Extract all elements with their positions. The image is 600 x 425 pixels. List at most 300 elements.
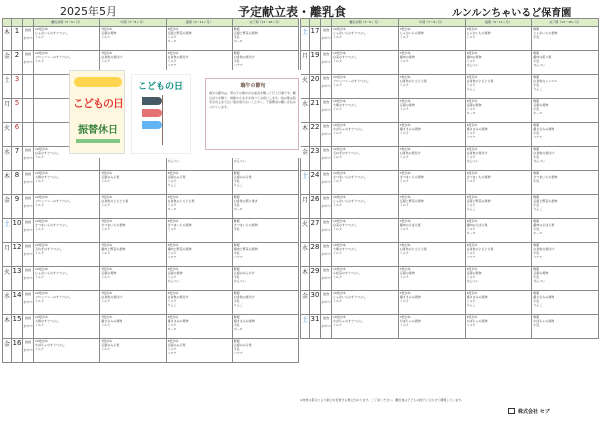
lunch-block <box>400 75 464 83</box>
menu-item: ミルク <box>35 203 44 207</box>
menu-item: 7倍がゆ <box>399 315 411 319</box>
menu-item: りんご <box>167 303 177 307</box>
snack-block <box>333 155 397 163</box>
menu-item: 白身魚のムニエル <box>533 79 558 83</box>
menu-item: ミルク <box>399 275 409 279</box>
menu-cell <box>34 195 100 219</box>
menu-item: 5倍がゆ <box>167 267 179 271</box>
menu-cell <box>465 267 532 291</box>
menu-item: ミルク <box>466 323 476 327</box>
menu-cell <box>465 27 532 51</box>
menu-cell <box>465 75 532 99</box>
weekday-cell: 土 <box>3 75 12 99</box>
menu-item: ボーロ <box>233 39 243 43</box>
weekday-cell: 月 <box>3 243 12 267</box>
menu-item: 鶏肉の煮物 <box>399 55 415 59</box>
date-cell: 2 <box>12 51 23 75</box>
menu-item: りんご <box>466 303 476 307</box>
menu-item: 5倍がゆ <box>167 243 179 247</box>
menu-item: 豆腐の煮物 <box>533 271 549 275</box>
snack-block <box>101 35 164 43</box>
snack-block <box>333 323 397 331</box>
snack-block <box>35 35 98 43</box>
meal-label: おやつ <box>23 180 33 184</box>
weekday-cell: 月 <box>3 99 12 123</box>
menu-item: さつまいものすりつぶし <box>35 223 69 227</box>
menu-cell <box>34 171 100 195</box>
lunch-block <box>533 75 597 83</box>
meal-label-cell <box>23 51 34 75</box>
snack-block <box>101 323 164 331</box>
menu-cell <box>100 171 166 195</box>
menu-item: じゃがいもの煮物 <box>399 31 424 35</box>
lunch-block <box>35 51 98 59</box>
menu-item: バナナ <box>233 63 243 67</box>
menu-item: 牛乳 <box>233 251 240 255</box>
menu-item: ミルク <box>35 323 44 327</box>
menu-item: 7倍がゆ <box>399 147 411 151</box>
menu-item: 鶏肉と野菜の煮物 <box>101 247 126 251</box>
snack-block <box>533 107 597 115</box>
menu-item: ミルク <box>101 179 111 183</box>
menu-item: ブロッコリーのすりつぶし <box>35 55 71 59</box>
menu-item: 10倍がゆ <box>35 339 48 343</box>
menu-item: ミルク <box>35 59 44 63</box>
snack-block <box>533 323 597 331</box>
column-header: 中期（7〜8ヶ月） <box>100 19 166 27</box>
meal-label: おやつ <box>23 300 33 304</box>
menu-cell <box>398 267 465 291</box>
menu-item: 10倍がゆ <box>333 171 346 175</box>
menu-item: ミルク <box>167 227 177 231</box>
menu-item: 軟飯 <box>533 219 540 223</box>
menu-row <box>301 51 599 75</box>
menu-item: ミルク <box>399 107 409 111</box>
menu-item: 牛乳 <box>533 323 540 327</box>
menu-item: バナナ <box>167 63 177 67</box>
menu-item: 7倍がゆ <box>399 99 411 103</box>
lunch-block <box>234 315 297 323</box>
menu-item: ミルク <box>333 299 342 303</box>
menu-item: 7倍がゆ <box>101 27 113 31</box>
lunch-block <box>533 27 597 35</box>
menu-cell <box>332 219 399 243</box>
menu-item: 牛乳 <box>533 299 540 303</box>
menu-item: じゃがいものすりつぶし <box>35 271 69 275</box>
menu-cell <box>465 243 532 267</box>
menu-item: 大根のすりつぶし <box>35 175 60 179</box>
menu-item: 軟飯 <box>233 267 240 271</box>
meal-label-cell <box>321 267 332 291</box>
meal-label: おやつ <box>321 300 331 304</box>
menu-item: バナナ <box>233 351 243 355</box>
menu-item: 5倍がゆ <box>167 219 179 223</box>
snack-block <box>333 299 397 307</box>
menu-cell <box>465 171 532 195</box>
menu-item: 10倍がゆ <box>35 27 48 31</box>
menu-item: 豆腐と野菜の煮物 <box>233 31 258 35</box>
menu-item: 白身魚の煮付け <box>101 55 123 59</box>
menu-item: りんご <box>533 207 543 211</box>
date-cell: 14 <box>12 291 23 315</box>
meal-label: 昼食 <box>24 244 31 248</box>
lunch-block <box>467 291 531 299</box>
lunch-block <box>467 219 531 227</box>
lunch-block <box>35 267 98 275</box>
menu-item: ミルク <box>167 299 177 303</box>
column-header: 離乳初期（5〜6ヶ月） <box>332 19 399 27</box>
menu-item: ミルク <box>35 347 44 351</box>
menu-item: ミルク <box>399 155 409 159</box>
menu-item: 豆腐のみそ煮 <box>167 175 186 179</box>
snack-block <box>168 227 231 235</box>
snack-block <box>35 179 98 187</box>
menu-cell <box>100 291 166 315</box>
menu-cell <box>34 291 100 315</box>
menu-item: 7倍がゆ <box>399 219 411 223</box>
snack-block <box>467 227 531 235</box>
menu-item: ブロッコリーのすりつぶし <box>35 199 71 203</box>
menu-item: 大根のすりつぶし <box>35 319 60 323</box>
meal-label: おやつ <box>23 348 33 352</box>
date-cell: 15 <box>12 315 23 339</box>
meal-label: 昼食 <box>24 316 31 320</box>
lunch-block <box>234 27 297 35</box>
lunch-block <box>234 267 297 275</box>
menu-item: さつまいもの煮物 <box>233 223 258 227</box>
menu-item: 白身魚の煮付け <box>533 151 555 155</box>
snack-block <box>467 179 531 187</box>
menu-item: 牛乳 <box>533 107 540 111</box>
menu-item: せんべい <box>167 159 180 163</box>
menu-item: 軟飯 <box>233 219 240 223</box>
menu-item: 5倍がゆ <box>167 315 179 319</box>
lunch-block <box>101 195 164 203</box>
lunch-block <box>467 99 531 107</box>
lunch-block <box>168 291 231 299</box>
page-title: 予定献立表・離乳食 <box>238 5 347 19</box>
menu-item: ミルク <box>399 179 409 183</box>
menu-item: ミルク <box>466 59 476 63</box>
menu-item: さつまいものすりつぶし <box>333 175 367 179</box>
menu-item: せんべい <box>533 159 546 163</box>
menu-item: 豆腐と野菜の煮物 <box>399 199 424 203</box>
lunch-block <box>333 51 397 59</box>
snack-block <box>35 323 98 331</box>
menu-item: ミルク <box>333 251 342 255</box>
menu-row <box>301 195 599 219</box>
snack-block <box>533 227 597 235</box>
menu-item: 7倍がゆ <box>101 291 113 295</box>
menu-item: 10倍がゆ <box>35 315 48 319</box>
date-cell: 13 <box>12 267 23 291</box>
menu-cell <box>532 315 599 339</box>
menu-item: 7倍がゆ <box>399 291 411 295</box>
snack-block <box>333 83 397 91</box>
snack-block <box>35 299 98 307</box>
menu-item: 牛乳 <box>233 275 240 279</box>
meal-label-cell <box>23 267 34 291</box>
menu-item: 牛乳 <box>233 227 240 231</box>
lunch-block <box>400 291 464 299</box>
menu-item: 白身魚の煮付け <box>101 295 123 299</box>
meal-label: 昼食 <box>322 148 329 152</box>
weekday-cell: 火 <box>301 219 310 243</box>
menu-item: ミルク <box>333 275 342 279</box>
date-cell: 10 <box>12 219 23 243</box>
snack-block <box>467 299 531 307</box>
snack-block <box>234 299 297 307</box>
lunch-block <box>35 339 98 347</box>
snack-block <box>333 203 397 211</box>
date-cell: 30 <box>310 291 321 315</box>
menu-item: ミルク <box>101 203 111 207</box>
lunch-block <box>533 267 597 275</box>
menu-item: 大根のすりつぶし <box>333 247 358 251</box>
menu-cell <box>100 27 166 51</box>
menu-item: ミルク <box>466 83 476 87</box>
menu-item: 豆腐のあんかけ <box>233 271 255 275</box>
menu-item: さつまいもの煮物 <box>167 223 192 227</box>
menu-item: ミルク <box>167 59 177 63</box>
menu-item: 鶏肉と野菜の煮物 <box>233 247 258 251</box>
menu-item: さつまいもの煮物 <box>533 175 558 179</box>
menu-item: 鶏ささみの煮物 <box>399 295 421 299</box>
menu-item: かぼちゃのすりつぶし <box>35 343 66 347</box>
meal-label: 昼食 <box>24 148 31 152</box>
menu-item: 豆腐のみそ煮 <box>233 343 252 347</box>
menu-item: ボーロ <box>533 111 543 115</box>
lunch-block <box>333 291 397 299</box>
snack-block <box>333 35 397 43</box>
lunch-block <box>234 195 297 203</box>
menu-item: 鶏ささみの煮物 <box>399 127 421 131</box>
date-cell: 19 <box>310 51 321 75</box>
meal-label: 昼食 <box>24 292 31 296</box>
menu-item: バナナ <box>466 255 476 259</box>
snack-block <box>35 347 98 355</box>
menu-cell <box>100 195 166 219</box>
childrens-day-poster <box>69 70 125 154</box>
menu-cell <box>332 291 399 315</box>
menu-item: りんご <box>167 183 177 187</box>
menu-item: 軟飯 <box>533 291 540 295</box>
date-cell: 28 <box>310 243 321 267</box>
menu-item: 軟飯 <box>533 195 540 199</box>
menu-item: りんご <box>533 303 543 307</box>
lunch-block <box>400 171 464 179</box>
column-header-row <box>3 19 299 27</box>
menu-item: ボーロ <box>167 207 177 211</box>
poster-strip <box>76 139 120 143</box>
menu-item: ミルク <box>35 275 44 279</box>
menu-item: 豆腐の煮物 <box>399 103 415 107</box>
meal-label: 昼食 <box>322 124 329 128</box>
menu-row <box>301 315 599 339</box>
lunch-block <box>168 243 231 251</box>
menu-item: バナナ <box>466 135 476 139</box>
menu-item: 5倍がゆ <box>167 171 179 175</box>
menu-item: 白菜のすりつぶし <box>333 223 358 227</box>
menu-row <box>301 219 599 243</box>
snack-block <box>234 227 297 235</box>
weekday-cell: 月 <box>301 51 310 75</box>
menu-item: せんべい <box>233 279 246 283</box>
menu-cell <box>532 51 599 75</box>
snack-block <box>400 251 464 259</box>
menu-cell <box>166 219 232 243</box>
snack-block <box>234 59 297 67</box>
lunch-block <box>400 27 464 35</box>
meal-label: おやつ <box>23 276 33 280</box>
menu-item: 白身魚のとろとろ煮 <box>167 199 195 203</box>
lunch-block <box>168 51 231 59</box>
menu-item: 牛乳 <box>233 179 240 183</box>
menu-cell <box>532 99 599 123</box>
weekday-cell: 水 <box>3 147 12 171</box>
snack-block <box>467 131 531 139</box>
meal-label: 昼食 <box>322 28 329 32</box>
menu-item: ミルク <box>35 155 44 159</box>
menu-item: 5倍がゆ <box>466 99 478 103</box>
meal-label: おやつ <box>23 36 33 40</box>
menu-item: 7倍がゆ <box>399 51 411 55</box>
vine-decoration-right <box>362 8 448 14</box>
column-header: 後期（9〜11ヶ月） <box>465 19 532 27</box>
menu-item: 7倍がゆ <box>399 195 411 199</box>
lunch-block <box>400 243 464 251</box>
menu-item: ボーロ <box>233 327 243 331</box>
snack-block <box>101 227 164 235</box>
note-body: 端午の節句は、男の子の健やかな成長を願って行う行事です。鯉のぼりを飾り、柏餅やちまきを食べてお祝いします。柏の葉は新芽が出るまで古い葉が落ちないことから、子孫繁栄の願いが込められています。 <box>209 91 297 109</box>
meal-label: 昼食 <box>24 220 31 224</box>
menu-item: りんご <box>466 207 476 211</box>
menu-item: ミルク <box>466 299 476 303</box>
menu-item: 10倍がゆ <box>333 123 346 127</box>
menu-item: 軟飯 <box>533 99 540 103</box>
snack-block <box>533 35 597 43</box>
menu-item: 牛乳 <box>533 203 540 207</box>
menu-item: 鶏ささみの煮物 <box>533 127 555 131</box>
date-cell: 23 <box>310 147 321 171</box>
weekday-cell: 火 <box>3 123 12 147</box>
menu-item: 10倍がゆ <box>35 195 48 199</box>
menu-item: ミルク <box>333 35 342 39</box>
menu-item: ミルク <box>399 131 409 135</box>
lunch-block <box>168 339 231 347</box>
lunch-block <box>35 27 98 35</box>
weekday-cell: 木 <box>301 267 310 291</box>
menu-cell <box>465 315 532 339</box>
snack-block <box>35 227 98 235</box>
menu-item: 白身魚の煮付け <box>533 247 555 251</box>
menu-item: りんご <box>466 87 476 91</box>
menu-item: 牛乳 <box>233 347 240 351</box>
menu-item: 鶏ささみの煮物 <box>466 127 488 131</box>
snack-block <box>533 275 597 283</box>
lunch-block <box>533 147 597 155</box>
weekday-cell: 水 <box>301 99 310 123</box>
lunch-block <box>101 171 164 179</box>
menu-item: ミルク <box>35 35 44 39</box>
menu-row <box>301 123 599 147</box>
menu-cell <box>232 195 298 219</box>
weekday-cell: 金 <box>3 339 12 363</box>
menu-cell <box>465 219 532 243</box>
menu-cell <box>232 219 298 243</box>
menu-item: 豆腐の煮物 <box>533 103 549 107</box>
menu-item: ミルク <box>466 155 476 159</box>
menu-item: バナナ <box>533 135 543 139</box>
weekday-cell: 水 <box>3 291 12 315</box>
menu-cell <box>532 219 599 243</box>
menu-item: 5倍がゆ <box>167 27 179 31</box>
snack-block <box>35 203 98 211</box>
menu-item: せんべい <box>167 279 180 283</box>
menu-item: ミルク <box>333 107 342 111</box>
menu-cell <box>166 339 232 363</box>
meal-label-cell <box>23 219 34 243</box>
meal-label-cell <box>23 291 34 315</box>
date-cell: 22 <box>310 123 321 147</box>
menu-item: 軟飯 <box>233 195 240 199</box>
snack-block <box>467 83 531 91</box>
menu-cell <box>166 171 232 195</box>
menu-item: 10倍がゆ <box>35 219 48 223</box>
date-cell: 3 <box>12 75 23 99</box>
footnote: ※食材の都合により献立を変更する場合があります。ご了承ください。離乳食は子どもの様子に合わせて調理しています。 <box>300 398 465 402</box>
menu-cell <box>532 195 599 219</box>
meal-label: おやつ <box>321 180 331 184</box>
lunch-block <box>35 219 98 227</box>
menu-cell <box>34 315 100 339</box>
menu-item: ミルク <box>101 275 111 279</box>
menu-cell <box>532 171 599 195</box>
snack-block <box>467 203 531 211</box>
menu-item: 10倍がゆ <box>333 27 346 31</box>
menu-item: 豆腐の煮物 <box>399 271 415 275</box>
meal-label: 昼食 <box>322 268 329 272</box>
snack-block <box>234 35 297 43</box>
menu-item: 鶏肉と野菜の煮物 <box>167 247 192 251</box>
meal-label: 昼食 <box>322 316 329 320</box>
lunch-block <box>333 147 397 155</box>
lunch-block <box>467 267 531 275</box>
menu-cell <box>398 147 465 171</box>
lunch-block <box>533 123 597 131</box>
menu-item: 豆腐の煮物 <box>167 271 183 275</box>
menu-item: さつまいもの煮物 <box>399 175 424 179</box>
meal-label: 昼食 <box>322 196 329 200</box>
menu-item: 5倍がゆ <box>466 195 478 199</box>
snack-block <box>333 251 397 259</box>
menu-cell <box>332 51 399 75</box>
menu-item: せんべい <box>533 63 546 67</box>
menu-item: 5倍がゆ <box>466 27 478 31</box>
snack-block <box>400 323 464 331</box>
poster-holiday-title: 振替休日 <box>78 125 118 136</box>
menu-cell <box>100 219 166 243</box>
menu-cell <box>232 291 298 315</box>
menu-cell <box>332 123 399 147</box>
weekday-cell: 火 <box>301 75 310 99</box>
menu-item: ブロッコリーのすりつぶし <box>35 295 71 299</box>
lunch-block <box>101 267 164 275</box>
vine-decoration-left <box>120 8 230 14</box>
snack-block <box>467 59 531 67</box>
meal-label: おやつ <box>321 204 331 208</box>
poster-band <box>74 77 122 87</box>
